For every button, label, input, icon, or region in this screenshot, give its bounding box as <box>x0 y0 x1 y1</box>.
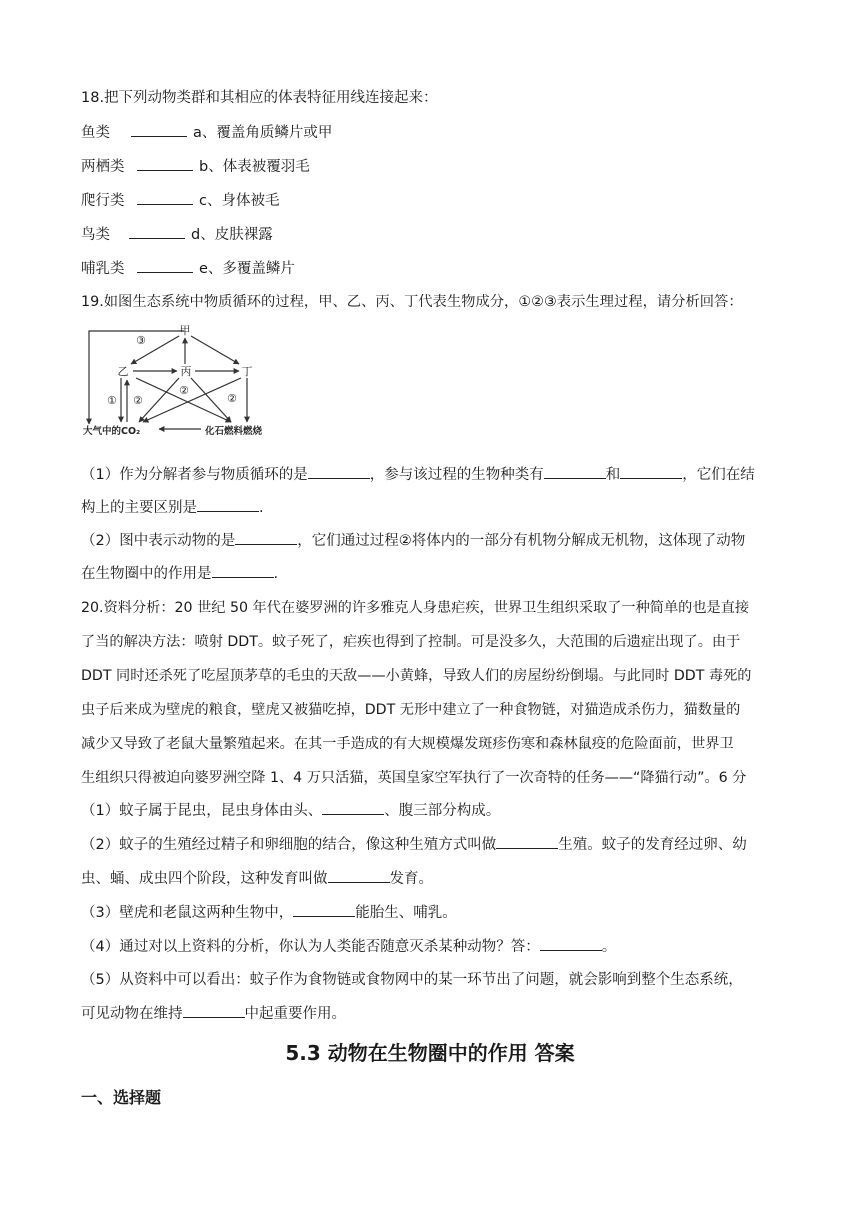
text: （2）蚊子的生殖经过精子和卵细胞的结合，像这种生殖方式叫做 <box>81 837 497 853</box>
answer-blank[interactable] <box>197 497 259 512</box>
process-2-mid: ② <box>179 384 189 397</box>
q18-animal: 两栖类 <box>81 159 125 175</box>
q18-animal: 鱼类 <box>81 125 110 141</box>
q20-sub3 <box>81 902 457 923</box>
process-2-right: ② <box>227 392 237 405</box>
q18-blank[interactable] <box>131 122 187 137</box>
answer-blank[interactable] <box>496 834 558 849</box>
process-1: ① <box>107 394 117 407</box>
carbon-cycle-diagram <box>81 322 281 440</box>
answer-section-title: 5.3 动物在生物圈中的作用 答案 <box>285 1041 575 1065</box>
text: ，参与该过程的生物种类有 <box>369 467 544 483</box>
q18-row-bird <box>81 224 273 245</box>
q19-part1-line1 <box>81 464 755 485</box>
text: （3）壁虎和老鼠这两种生物中， <box>81 905 294 921</box>
q19-part2-line2 <box>81 563 278 584</box>
answer-blank[interactable] <box>235 530 297 545</box>
text: . <box>273 566 279 582</box>
text: 构上的主要区别是 <box>81 500 197 516</box>
q18-animal: 爬行类 <box>81 193 125 209</box>
q18-row-mammal <box>81 258 295 279</box>
q20-passage-line: 20.资料分析：20 世纪 50 年代在婆罗洲的许多雅克人身患疟疾，世界卫生组织采取了一种简单的也是直接 <box>81 600 750 616</box>
answer-blank[interactable] <box>183 1003 245 1018</box>
q20-sub5-line1: （5）从资料中可以看出：蚊子作为食物链或食物网中的某一环节出了问题，就会影响到整个生态系统， <box>81 972 743 988</box>
text: 在生物圈中的作用是 <box>81 566 212 582</box>
q19-part1-line2 <box>81 497 264 518</box>
q20-passage-line: 虫子后来成为壁虎的粮食，壁虎又被猫吃掉，DDT 无形中建立了一种食物链，对猫造成杀伤力，猫数量的 <box>81 702 741 718</box>
text: 、腹三部分构成。 <box>384 803 501 819</box>
q18-feature: c、身体被毛 <box>199 193 280 209</box>
q18-animal: 哺乳类 <box>81 261 125 277</box>
answer-blank[interactable] <box>212 563 274 578</box>
text: 可见动物在维持 <box>81 1006 183 1022</box>
q18-row-amphibian <box>81 156 310 177</box>
q20-sub4 <box>81 936 616 957</box>
process-2-left: ② <box>133 394 143 407</box>
text: 中起重要作用。 <box>244 1006 346 1022</box>
q18-feature: a、覆盖角质鳞片或甲 <box>193 125 333 141</box>
answer-subsection-title: 一、选择题 <box>81 1088 162 1107</box>
answer-blank[interactable] <box>322 800 384 815</box>
answer-blank[interactable] <box>620 464 682 479</box>
text: . <box>259 500 264 516</box>
node-ding: 丁 <box>241 365 253 378</box>
q18-feature: e、多覆盖鳞片 <box>199 261 295 277</box>
q18-title: 18.把下列动物类群和其相应的体表特征用线连接起来： <box>81 90 438 106</box>
q19-part2-line1 <box>81 530 745 551</box>
node-yi: 乙 <box>117 365 129 378</box>
q18-row-fish <box>81 122 332 143</box>
q20-sub1 <box>81 800 500 821</box>
q20-passage-line: 减少又导致了老鼠大量繁殖起来。在其一手造成的有大规模爆发斑疹伤寒和森林鼠疫的危险面前，世界卫 <box>81 736 734 752</box>
q18-row-reptile <box>81 190 279 211</box>
q18-blank[interactable] <box>137 190 193 205</box>
q20-sub2-line2 <box>81 868 433 889</box>
text: （1）作为分解者参与物质循环的是 <box>81 467 308 483</box>
answer-blank[interactable] <box>544 464 606 479</box>
answer-blank[interactable] <box>308 464 370 479</box>
q18-blank[interactable] <box>137 156 193 171</box>
answer-blank[interactable] <box>540 936 602 951</box>
text: 。 <box>601 939 617 955</box>
q18-feature: b、体表被覆羽毛 <box>199 159 310 175</box>
q20-passage-line: 生组织只得被迫向婆罗洲空降 1、4 万只活猫，英国皇家空军执行了一次奇特的任务——“降猫行动”。6 分 <box>81 770 747 786</box>
text: 生殖。蚊子的发育经过卵、幼 <box>558 837 747 853</box>
text: 能胎生、哺乳。 <box>355 905 457 921</box>
text: 虫、蛹、成虫四个阶段，这种发育叫做 <box>81 871 328 887</box>
text: 发育。 <box>389 871 433 887</box>
q20-passage-line: 了当的解决方法：喷射 DDT。蚊子死了，疟疾也得到了控制。可是没多久，大范围的后遗症出现了。由于 <box>81 634 741 650</box>
process-3: ③ <box>136 334 146 347</box>
q18-blank[interactable] <box>129 224 185 239</box>
q20-sub5-line2 <box>81 1003 346 1024</box>
atmosphere-co2-label: 大气中的CO₂ <box>83 426 141 437</box>
node-bing: 丙 <box>180 365 192 378</box>
node-jia: 甲 <box>179 324 191 337</box>
q20-passage-line: DDT 同时还杀死了吃屋顶茅草的毛虫的天敌——小黄蜂，导致人们的房屋纷纷倒塌。与此同时 DDT 毒死的 <box>81 668 752 684</box>
q18-feature: d、皮肤裸露 <box>191 227 273 243</box>
answer-blank[interactable] <box>293 902 355 917</box>
text: ，它们在结 <box>682 467 755 483</box>
text: ，它们通过过程②将体内的一部分有机物分解成无机物，这体现了动物 <box>297 533 746 549</box>
text: （2）图中表示动物的是 <box>81 533 236 549</box>
fossil-fuel-label: 化石燃料燃烧 <box>205 426 263 437</box>
q19-title: 19.如图生态系统中物质循环的过程，甲、乙、丙、丁代表生物成分，①②③表示生理过程，请分析回答： <box>81 294 743 310</box>
text: 和 <box>605 467 621 483</box>
q18-blank[interactable] <box>137 258 193 273</box>
q20-sub2-line1 <box>81 834 747 855</box>
q18-animal: 鸟类 <box>81 227 110 243</box>
answer-blank[interactable] <box>328 868 390 883</box>
text: （4）通过对以上资料的分析，你认为人类能否随意灭杀某种动物？答： <box>81 939 540 955</box>
text: （1）蚊子属于昆虫，昆虫身体由头、 <box>81 803 323 819</box>
